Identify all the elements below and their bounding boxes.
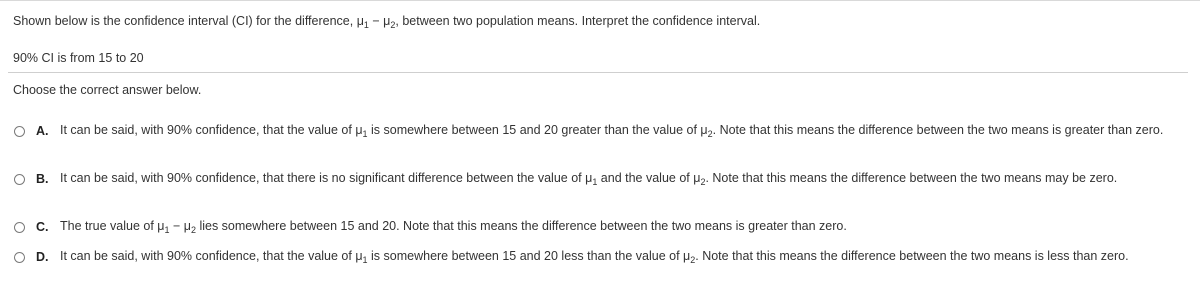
choice-letter: B.: [36, 172, 49, 186]
choice-letter: D.: [36, 250, 49, 264]
choice-text: It can be said, with 90% confidence, that the value of $\mu_1$ is somewhere between 15 and 20 less than the value of $\mu_2$. Note that this means the difference between the two means is less than zero.: [60, 249, 1129, 265]
question-text: Shown below is the confidence interval (CI) for the difference, $\mu_1 - \mu_2$, between two population means. Interpret the confidence interval.: [13, 14, 761, 30]
radio-c[interactable]: [14, 222, 25, 233]
divider: [8, 72, 1188, 73]
radio-d[interactable]: [14, 252, 25, 263]
choice-text: It can be said, with 90% confidence, that there is no significant difference between the value of $\mu_1$ and the value of $\mu_2$. Note that this means the difference between the two means may be zero.: [60, 171, 1118, 187]
choice-text: The true value of $\mu_1 - \mu_2$ lies somewhere between 15 and 20. Note that this means the difference between the two means is greater than zero.: [60, 219, 847, 235]
choice-letter: C.: [36, 220, 49, 234]
radio-a[interactable]: [14, 126, 25, 137]
choice-text: It can be said, with 90% confidence, that the value of $\mu_1$ is somewhere between 15 and 20 greater than the value of $\mu_2$. Note that this means the difference between the two means is greater than zero.: [60, 123, 1164, 139]
top-rule: [0, 0, 1200, 1]
confidence-interval-text: 90% CI is from 15 to 20: [13, 51, 144, 65]
answer-prompt: Choose the correct answer below.: [13, 83, 202, 97]
choice-letter: A.: [36, 124, 49, 138]
radio-b[interactable]: [14, 174, 25, 185]
